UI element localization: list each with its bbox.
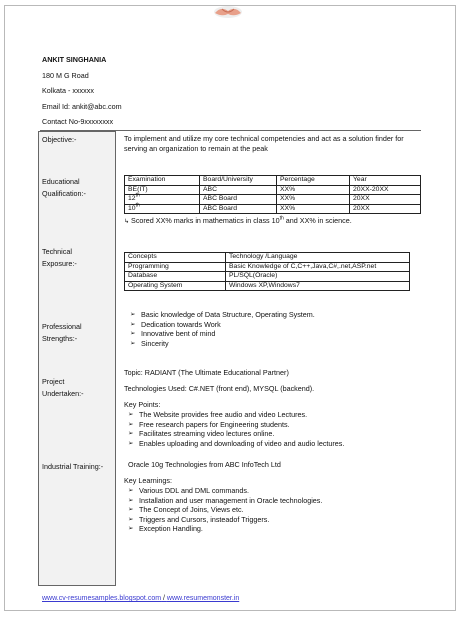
- exam-12: 12: [128, 195, 136, 202]
- list-item: ➢ Enables uploading and downloading of video and audio lectures.: [124, 439, 424, 449]
- table-row: [125, 185, 421, 195]
- technical-table: [124, 252, 410, 291]
- handshake-logo-icon: [212, 3, 244, 19]
- ordinal-suffix: th: [135, 202, 140, 209]
- list-item: ➢ The Website provides free audio and video Lectures.: [124, 410, 424, 420]
- project-points-list: [124, 410, 424, 448]
- list-item: ➢ Innovative bent of mind: [126, 329, 426, 339]
- table-header: Board/University: [200, 176, 277, 186]
- ordinal-suffix: th: [279, 215, 284, 222]
- training-section: [124, 460, 424, 534]
- list-item: ➢ Various DDL and DML commands.: [124, 486, 424, 496]
- strengths-section: [126, 310, 426, 348]
- list-item: ➢ Dedication towards Work: [126, 320, 426, 330]
- training-list: [124, 486, 424, 534]
- address-line-1: 180 M G Road: [42, 70, 89, 80]
- table-cell: Programming: [125, 262, 226, 272]
- project-section: [124, 368, 424, 448]
- table-row: [125, 262, 410, 272]
- table-cell: Operating System: [125, 281, 226, 291]
- table-cell: ABC: [200, 185, 277, 195]
- table-cell: Basic Knowledge of C,C++,Java,C#,.net,ASP.net: [226, 262, 410, 272]
- table-cell: ABC Board: [200, 204, 277, 214]
- table-header: Examination: [125, 176, 200, 186]
- project-topic: Topic: RADIANT (The Ultimate Educational Partner): [124, 368, 289, 377]
- education-table: [124, 175, 421, 214]
- project-technologies: Technologies Used: C#.NET (front end), MYSQL (backend).: [124, 384, 315, 393]
- table-cell: [125, 204, 200, 214]
- table-header: Concepts: [125, 253, 226, 263]
- footer-link-cv-samples[interactable]: www.cv-resumesamples.blogspot.com: [42, 595, 162, 602]
- candidate-name: ANKIT SINGHANIA: [42, 55, 107, 64]
- training-label: Industrial Training:-: [42, 462, 104, 471]
- list-item: ➢ Sincerity: [126, 339, 426, 349]
- table-cell: XX%: [277, 195, 350, 205]
- table-header: Percentage: [277, 176, 350, 186]
- list-item: ➢ Exception Handling.: [124, 524, 424, 534]
- table-cell: Windows XP,Windows7: [226, 281, 410, 291]
- footer-link-resumemonster[interactable]: www.resumemonster.in: [166, 595, 240, 602]
- address-line-2: Kolkata - xxxxxx: [42, 86, 94, 96]
- table-header: Technology /Language: [226, 253, 410, 263]
- contact-number: Contact No-9xxxxxxxx: [42, 117, 114, 127]
- table-row: [125, 281, 410, 291]
- footer-separator: /: [161, 595, 167, 602]
- footer-links: [42, 595, 239, 602]
- strengths-list: [126, 310, 426, 348]
- table-cell: 20XX-20XX: [350, 185, 421, 195]
- email: Email Id: ankit@abc.com: [42, 101, 122, 111]
- table-cell: XX%: [277, 185, 350, 195]
- table-header-row: [125, 176, 421, 186]
- arrow-bullet-icon: ↳: [124, 218, 130, 225]
- technical-label: Technical Exposure:-: [42, 247, 77, 268]
- table-cell: Database: [125, 272, 226, 282]
- table-cell: 20XX: [350, 204, 421, 214]
- list-item: ➢ Basic knowledge of Data Structure, Operating System.: [126, 310, 426, 320]
- table-cell: BE(IT): [125, 185, 200, 195]
- technical-section: [124, 252, 424, 291]
- table-cell: ABC Board: [200, 195, 277, 205]
- table-cell: PL/SQL(Oracle): [226, 272, 410, 282]
- strengths-label: Professional Strengths:-: [42, 322, 82, 343]
- list-item: ➢ Free research papers for Engineering students.: [124, 420, 424, 430]
- training-title: Oracle 10g Technologies from ABC InfoTech Ltd: [128, 460, 281, 469]
- list-item: ➢ Triggers and Cursors, insteadof Triggers.: [124, 515, 424, 525]
- objective-label: Objective:-: [42, 135, 77, 144]
- contact-header: [42, 54, 122, 132]
- education-label: Educational Qualification:-: [42, 177, 86, 198]
- note-prefix: Scored XX% marks in mathematics in class 10: [131, 216, 280, 225]
- table-cell: 20XX: [350, 195, 421, 205]
- table-row: [125, 204, 421, 214]
- list-item: ➢ Facilitates streaming video lectures online.: [124, 429, 424, 439]
- list-item: ➢ The Concept of Joins, Views etc.: [124, 505, 424, 515]
- education-section: [124, 175, 424, 227]
- key-points-label: Key Points:: [124, 400, 161, 409]
- education-note: [124, 216, 424, 227]
- exam-10: 10: [128, 204, 136, 212]
- table-row: [125, 195, 421, 205]
- key-learnings-label: Key Learnings:: [124, 476, 172, 485]
- ordinal-suffix: th: [135, 192, 140, 199]
- objective-text: To implement and utilize my core technical competencies and act as a solution finder for serving an organization to remain at the peak: [124, 134, 404, 153]
- table-header-row: [125, 253, 410, 263]
- table-cell: XX%: [277, 204, 350, 214]
- project-label: Project Undertaken:-: [42, 377, 84, 398]
- list-item: ➢ Installation and user management in Oracle technologies.: [124, 496, 424, 506]
- note-suffix: and XX% in science.: [283, 216, 352, 225]
- table-header: Year: [350, 176, 421, 186]
- table-row: [125, 272, 410, 282]
